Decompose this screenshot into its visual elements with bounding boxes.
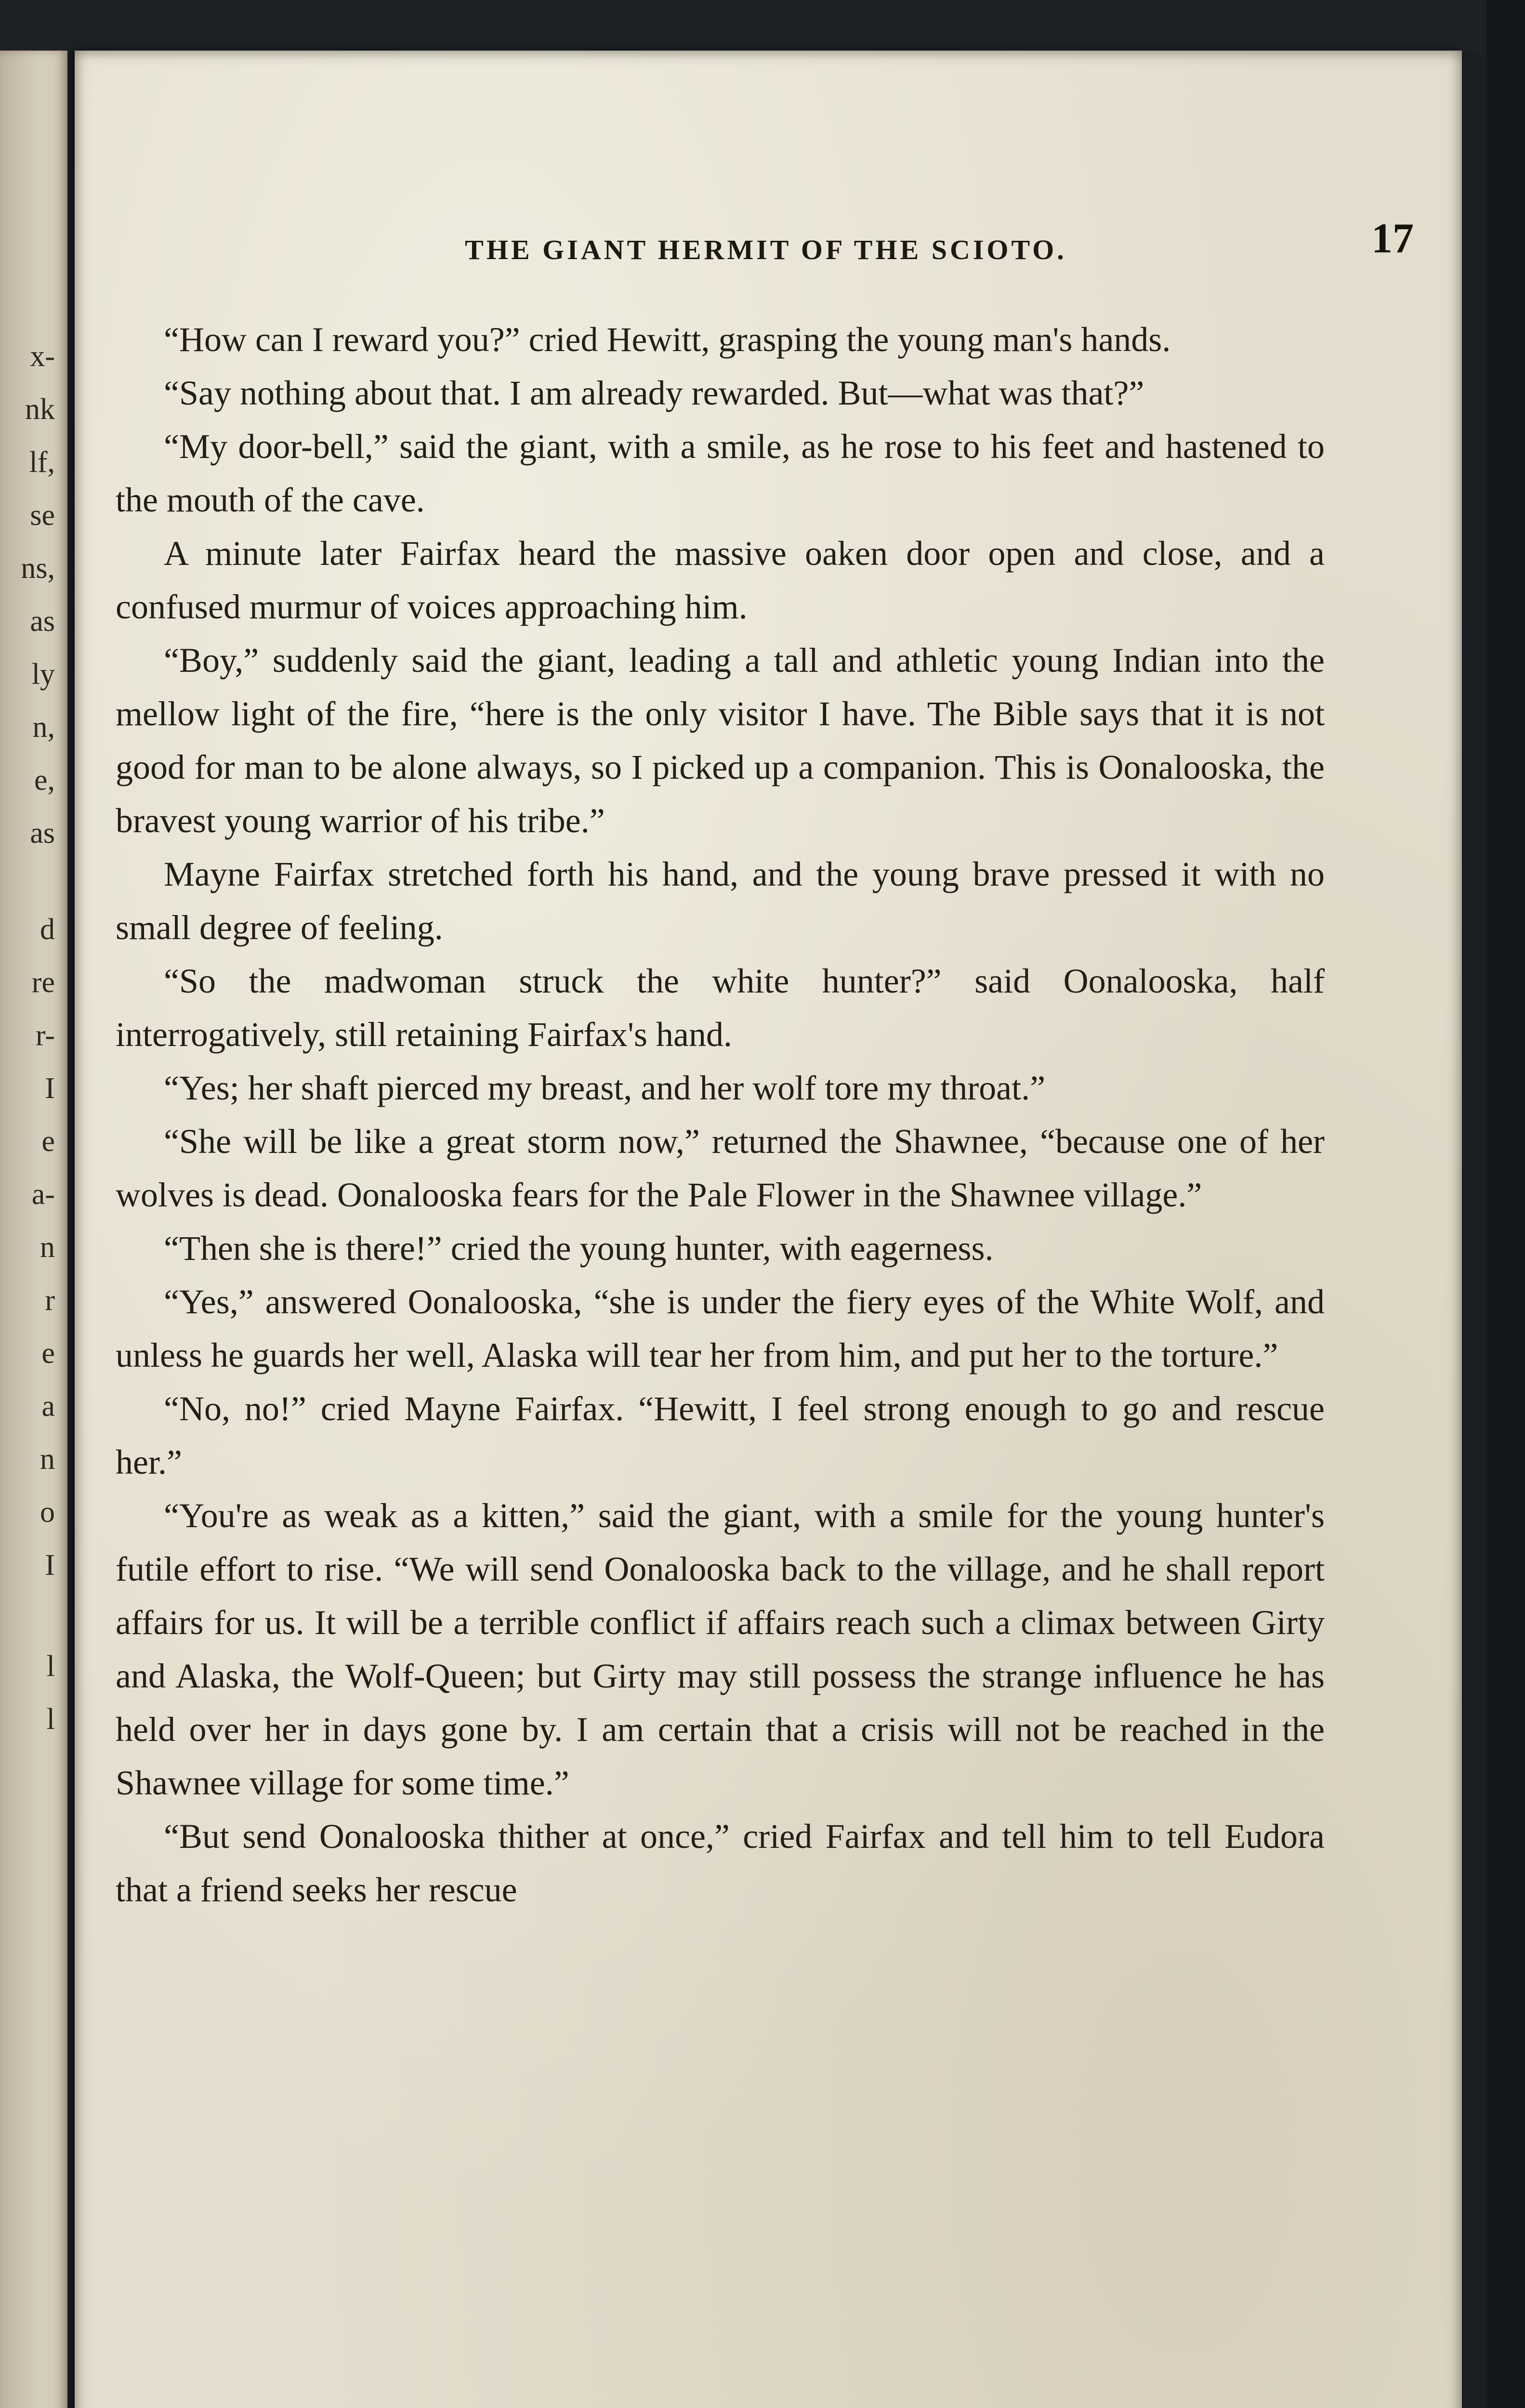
- paragraph: “Say nothing about that. I am already rewarded. But—what was that?”: [164, 374, 1144, 412]
- body-text: [116, 313, 1325, 1917]
- book-page: [75, 51, 1462, 2408]
- paragraph: “So the madwoman struck the white hunter?” said Oonalooska, half interrogatively, still retaining Fairfax's hand.: [116, 962, 1325, 1054]
- page-header: [118, 214, 1414, 282]
- adjacent-page-fragment: r-: [35, 1019, 55, 1052]
- paragraph: “She will be like a great storm now,” returned the Shawnee, “because one of her wolves is dead. Oonalooska fears for the Pale Flower in the Shawnee village.”: [116, 1122, 1325, 1214]
- scanner-background-top: [0, 0, 1525, 53]
- adjacent-page-fragment: n: [40, 1231, 55, 1264]
- paragraph: “Yes; her shaft pierced my breast, and her wolf tore my throat.”: [164, 1069, 1046, 1107]
- adjacent-page-fragment: se: [30, 499, 55, 532]
- adjacent-page-fragment: a: [41, 1390, 55, 1423]
- scanner-background-right: [1486, 0, 1525, 2408]
- adjacent-page-fragment: d: [40, 913, 55, 946]
- adjacent-page-fragment: re: [31, 966, 55, 999]
- adjacent-page-edge: [0, 51, 67, 2408]
- adjacent-page-fragment: r: [45, 1284, 55, 1317]
- adjacent-page-fragment: o: [40, 1496, 55, 1529]
- paragraph: “Then she is there!” cried the young hunter, with eagerness.: [164, 1229, 994, 1268]
- paragraph: “You're as weak as a kitten,” said the giant, with a smile for the young hunter's futile effort to rise. “We will send Oonalooska back to the village, and he shall report affairs for us. It will be a terrible conflict if affairs reach such a climax between Girty and Alaska, the Wolf-Queen; but Girty may still possess the strange influence he has held over her in days gone by. I am certain that a crisis will not be reached in the Shawnee village for some time.”: [116, 1496, 1325, 1802]
- paragraph: “My door-bell,” said the giant, with a smile, as he rose to his feet and hastened to the mouth of the cave.: [116, 427, 1325, 519]
- adjacent-page-fragment: lf,: [29, 446, 55, 479]
- paragraph: “But send Oonalooska thither at once,” cried Fairfax and tell him to tell Eudora that a friend seeks her rescue: [116, 1817, 1325, 1909]
- paragraph: “Yes,” answered Oonalooska, “she is under the fiery eyes of the White Wolf, and unless he guards her well, Alaska will tear her from him, and put her to the torture.”: [116, 1283, 1325, 1374]
- adjacent-page-fragment: e,: [34, 764, 55, 797]
- running-head: THE GIANT HERMIT OF THE SCIOTO.: [465, 234, 1067, 265]
- adjacent-page-fragment: as: [30, 605, 55, 638]
- adjacent-page-fragment: as: [30, 817, 55, 850]
- adjacent-page-fragment: l: [46, 1650, 55, 1683]
- paragraph: “No, no!” cried Mayne Fairfax. “Hewitt, I feel strong enough to go and rescue her.”: [116, 1389, 1325, 1481]
- adjacent-page-fragment: n,: [32, 711, 55, 744]
- paragraph: A minute later Fairfax heard the massive oaken door open and close, and a confused murmur of voices approaching him.: [116, 534, 1325, 626]
- adjacent-page-fragment: x-: [30, 340, 55, 373]
- paragraph: “Boy,” suddenly said the giant, leading a tall and athletic young Indian into the mellow light of the fire, “here is the only visitor I have. The Bible says that it is not good for man to be alone always, so I picked up a companion. This is Oonalooska, the bravest young warrior of his tribe.”: [116, 641, 1325, 840]
- adjacent-page-fragment: nk: [25, 393, 55, 426]
- adjacent-page-fragment: a-: [31, 1178, 55, 1211]
- adjacent-page-fragment: I: [45, 1549, 55, 1582]
- adjacent-page-fragment: I: [45, 1072, 55, 1105]
- adjacent-page-fragment: e: [41, 1337, 55, 1370]
- paragraph: Mayne Fairfax stretched forth his hand, and the young brave pressed it with no small degree of feeling.: [116, 855, 1325, 947]
- page-number: 17: [1371, 215, 1414, 262]
- adjacent-page-fragment: n: [40, 1443, 55, 1476]
- adjacent-page-fragment: e: [41, 1125, 55, 1158]
- paragraph: “How can I reward you?” cried Hewitt, grasping the young man's hands.: [164, 320, 1171, 359]
- adjacent-page-fragment: ns,: [21, 552, 55, 585]
- adjacent-page-fragment: ly: [31, 658, 55, 691]
- adjacent-page-fragment: l: [46, 1703, 55, 1736]
